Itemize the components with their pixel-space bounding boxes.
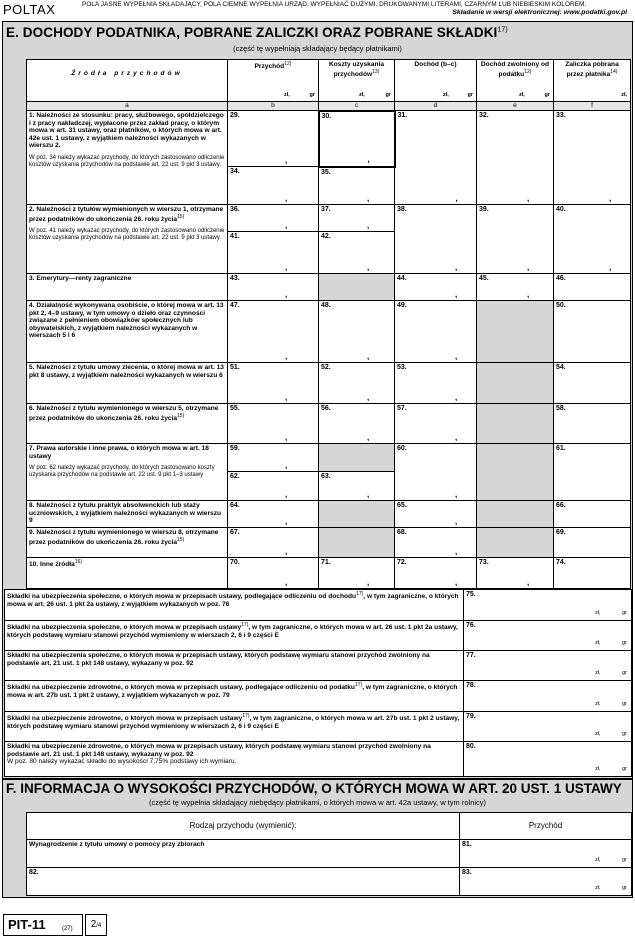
col-letter: e	[477, 102, 554, 111]
col-letter: c	[319, 102, 395, 111]
header-income-kind: Rodzaj przychodu (wymienić):	[27, 813, 460, 840]
field-37[interactable]: 37. ,	[319, 205, 395, 232]
field-46[interactable]: 46.	[554, 274, 631, 301]
field-64[interactable]: 64. ,	[228, 501, 319, 528]
disabled-cell	[477, 301, 554, 363]
field-72[interactable]: 72. ,	[395, 558, 477, 589]
source-row-10: 10. Inne źródła$^{16)}$	[27, 558, 228, 589]
field-78[interactable]: 78. zł, gr	[464, 681, 632, 712]
section-f-subtitle: (część tę wypełnia składający niebędący płatnikami, o których mowa w art. 42a ustawy, w tym rolnicy)	[148, 798, 487, 807]
source-row-2: 2. Należności z tytułów wymienionych w wierszu 1, otrzymane przez podatników do ukończenia 26. roku życia$^{15)}$ W poz. 41 należy wykazać przychody, do których zastosowano odliczenie kosztów uzyskania przychodów na podstawie art. 22 ust. 9 pkt 3 ustawy.	[27, 205, 228, 274]
field-59[interactable]: 59. ,	[228, 444, 319, 472]
contribution-80-label: Składki na ubezpieczenie zdrowotne, o których mowa w przepisach ustawy, których podstawę wymiaru stanowi przychód zwolniony na podstawie art. 21 ust. 1 pkt 148 ustawy, wykazany w poz. 92 W poz. 80 należy wykazać składki do wysokości 7,75% podstawy ich wymiaru.	[5, 742, 464, 777]
field-44[interactable]: 44. ,	[395, 274, 477, 301]
section-e-title: E. DOCHODY PODATNIKA, POBRANE ZALICZKI ORAZ POBRANE SKŁADKI$^{17)}$	[6, 25, 508, 40]
contribution-78-label: Składki na ubezpieczenie zdrowotne, o których mowa w przepisach ustawy, podlegające odliczeniu od podatku$^{17)}$, w tym zagraniczne, o których mowa w art. 27b ust. 1 pkt 2 ustawy, z wyjątkiem wykazanych w poz. 79	[5, 681, 464, 712]
field-80[interactable]: 80. zł, gr	[464, 742, 632, 777]
disabled-cell	[477, 501, 554, 528]
field-50[interactable]: 50.	[554, 301, 631, 363]
disabled-cell	[319, 528, 395, 558]
field-65[interactable]: 65. ,	[395, 501, 477, 528]
disabled-cell	[477, 404, 554, 444]
form-version: (27)	[62, 926, 73, 932]
field-42[interactable]: 42. ,	[319, 232, 395, 274]
field-32[interactable]: 32. ,	[477, 111, 554, 205]
form-name: PIT-11	[8, 917, 46, 932]
field-55[interactable]: 55. ,	[228, 404, 319, 444]
field-40[interactable]: 40. ,	[554, 205, 631, 274]
disabled-cell	[319, 501, 395, 528]
col-letter: b	[228, 102, 319, 111]
header-costs: Koszty uzyskania przychodów$^{13)}$ zł, gr	[319, 60, 395, 102]
field-63[interactable]: 63. ,	[319, 472, 395, 501]
disabled-cell	[477, 363, 554, 404]
field-33[interactable]: 33. ,	[554, 111, 631, 205]
field-48[interactable]: 48. ,	[319, 301, 395, 363]
contributions-table	[4, 589, 632, 777]
source-row-6: 6. Należności z tytułu wymienionego w wierszu 5, otrzymane przez podatników do ukończenia 26. roku życia$^{15)}$	[27, 404, 228, 444]
page-number: 2/4	[85, 914, 107, 936]
contribution-77-label: Składki na ubezpieczenia społeczne, o których mowa w przepisach ustawy, których podstawę wymiaru stanowi przychód zwolniony na podstawie art. 21 ust. 1 pkt 148 ustawy, wykazany w poz. 92	[5, 651, 464, 681]
header-net-income: Dochód (b–c) zł, gr	[395, 60, 477, 102]
header-income-f: Przychód	[460, 813, 632, 840]
contribution-79-label: Składki na ubezpieczenie zdrowotne, o których mowa w przepisach ustawy$^{17)}$, w tym zagraniczne, o których mowa w art. 27b ust. 1 pkt 2 ustawy, których podstawę wymiaru stanowi przychód wymieniony w wierszach 2, 6 i 9 części E	[5, 712, 464, 742]
section-f-title: F. INFORMACJA O WYSOKOŚCI PRZYCHODÓW, O KTÓRYCH MOWA W ART. 20 UST. 1 USTAWY	[6, 781, 622, 796]
field-81[interactable]: 81. zł, gr	[460, 840, 632, 868]
field-75[interactable]: 75. zł, gr	[464, 590, 632, 621]
disabled-cell	[319, 274, 395, 301]
field-29[interactable]: 29. ,	[228, 111, 319, 167]
field-45[interactable]: 45. ,	[477, 274, 554, 301]
field-71[interactable]: 71. ,	[319, 558, 395, 589]
field-61[interactable]: 61.	[554, 444, 631, 501]
source-row-9: 9. Należności z tytułu wymienionego w wierszu 8, otrzymane przez podatników do ukończenia 26. roku życia$^{15)}$	[27, 528, 228, 558]
contribution-76-label: Składki na ubezpieczenia społeczne, o których mowa w przepisach ustawy$^{17)}$, w tym zagraniczne, o których mowa w art. 26 ust. 1 pkt 2a ustawy, których podstawę wymiaru stanowi przychód wymieniony w wierszach 2, 6 i 9 części E	[5, 621, 464, 651]
col-letter: d	[395, 102, 477, 111]
source-row-5: 5. Należności z tytułu umowy zlecenia, o której mowa w art. 13 pkt 8 ustawy, z wyjątkiem należności wykazanych w wierszu 6	[27, 363, 228, 404]
field-79[interactable]: 79. zł, gr	[464, 712, 632, 742]
disabled-cell	[319, 444, 395, 472]
contribution-75-label: Składki na ubezpieczenia społeczne, o których mowa w przepisach ustawy, podlegające odliczeniu od dochodu$^{17)}$, w tym zagraniczne, o których mowa w art. 26 ust. 1 pkt 2a ustawy, z wyjątkiem wykazanych w poz. 76	[5, 590, 464, 621]
col-letter: f	[554, 102, 631, 111]
section-f-table	[26, 812, 632, 896]
source-row-8: 8. Należności z tytułu praktyk absolwenckich lub staży uczniowskich, z wyjątkiem należności wykazanych w wierszu 9	[27, 501, 228, 528]
col-letter: a	[27, 102, 228, 111]
field-74[interactable]: 74.	[554, 558, 631, 589]
field-43[interactable]: 43. ,	[228, 274, 319, 301]
header-income: Przychód$^{12)}$ zł, gr	[228, 60, 319, 102]
brand-label: POLTAX	[3, 2, 56, 17]
fill-instruction: POLA JASNE WYPEŁNIA SKŁADAJĄCY, POLA CIEMNE WYPEŁNIA URZĄD. WYPEŁNIAĆ DUŻYMI, DRUKOWANYMI LITERAMI, CZARNYM LUB NIEBIESKIM KOLOREM.	[82, 1, 587, 8]
disabled-cell	[477, 528, 554, 558]
field-70[interactable]: 70. ,	[228, 558, 319, 589]
field-51[interactable]: 51. ,	[228, 363, 319, 404]
field-58[interactable]: 58.	[554, 404, 631, 444]
electronic-filing-note: Składanie w wersji elektronicznej: www.podatki.gov.pl	[452, 9, 627, 16]
field-35[interactable]: 35. ,	[319, 167, 395, 205]
section-e-subtitle: (część tę wypełniają składający będący płatnikami)	[233, 44, 402, 53]
field-34[interactable]: 34. ,	[228, 167, 319, 205]
field-38[interactable]: 38. ,	[395, 205, 477, 274]
field-66[interactable]: 66.	[554, 501, 631, 528]
field-69[interactable]: 69.	[554, 528, 631, 558]
field-57[interactable]: 57. ,	[395, 404, 477, 444]
header-exempt-income: Dochód zwolniony od podatku$^{12)}$ zł, gr	[477, 60, 554, 102]
field-68[interactable]: 68. ,	[395, 528, 477, 558]
field-39[interactable]: 39. ,	[477, 205, 554, 274]
source-row-3: 3. Emerytury—renty zagraniczne	[27, 274, 228, 301]
field-76[interactable]: 76. zł, gr	[464, 621, 632, 651]
income-kind-81[interactable]: Wynagrodzenie z tytułu umowy o pomocy przy zbiorach	[27, 840, 460, 868]
header-advance-tax: Zaliczka pobrana przez płatnika$^{14)}$ zł,	[554, 60, 631, 102]
field-73[interactable]: 73. ,	[477, 558, 554, 589]
source-row-1: 1. Należności ze stosunku: pracy, służbowego, spółdzielczego i z pracy nakładczej, wypłacone przez zakład pracy, o którym mowa w art. 31 ustawy, oraz płatników, o których mowa w art. 42e ust. 1 ustawy, z wyjątkiem należności wykazanych w wierszu 2. W poz. 34 należy wykazać przychody, do których zastosowano odliczenie kosztów uzyskania przychodów na podstawie art. 22 ust. 9 pkt 3 ustawy.	[27, 111, 228, 205]
source-row-7: 7. Prawa autorskie i inne prawa, o których mowa w art. 18 ustawy W poz. 62 należy wykazać przychody, do których zastosowano koszty uzyskania przychodów na podstawie art. 22 ust. 9 pkt 1–3 ustawy	[27, 444, 228, 501]
field-36[interactable]: 36. ,	[228, 205, 319, 232]
field-31[interactable]: 31. ,	[395, 111, 477, 205]
field-62[interactable]: 62. ,	[228, 472, 319, 501]
field-60[interactable]: 60. ,	[395, 444, 477, 501]
field-52[interactable]: 52. ,	[319, 363, 395, 404]
field-30[interactable]: 30. ,	[319, 111, 395, 167]
source-row-4: 4. Działalność wykonywana osobiście, o której mowa w art. 13 pkt 2, 4–9 ustawy, w tym umowy o dzieło oraz czynności związane z pełnieniem obowiązków społecznych lub obywatelskich, z wyjątkiem należności wykazanych w wierszach 5 i 6	[27, 301, 228, 363]
field-56[interactable]: 56. ,	[319, 404, 395, 444]
field-47[interactable]: 47. ,	[228, 301, 319, 363]
field-54[interactable]: 54.	[554, 363, 631, 404]
field-67[interactable]: 67. ,	[228, 528, 319, 558]
field-53[interactable]: 53. ,	[395, 363, 477, 404]
field-83[interactable]: 83. zł, gr	[460, 868, 632, 896]
field-41[interactable]: 41. ,	[228, 232, 319, 274]
disabled-cell	[477, 444, 554, 501]
income-table	[26, 59, 631, 589]
field-82[interactable]: 82.	[27, 868, 460, 896]
sources-header: Źródła przychodów	[27, 60, 228, 102]
field-49[interactable]: 49. ,	[395, 301, 477, 363]
field-77[interactable]: 77. zł, gr	[464, 651, 632, 681]
